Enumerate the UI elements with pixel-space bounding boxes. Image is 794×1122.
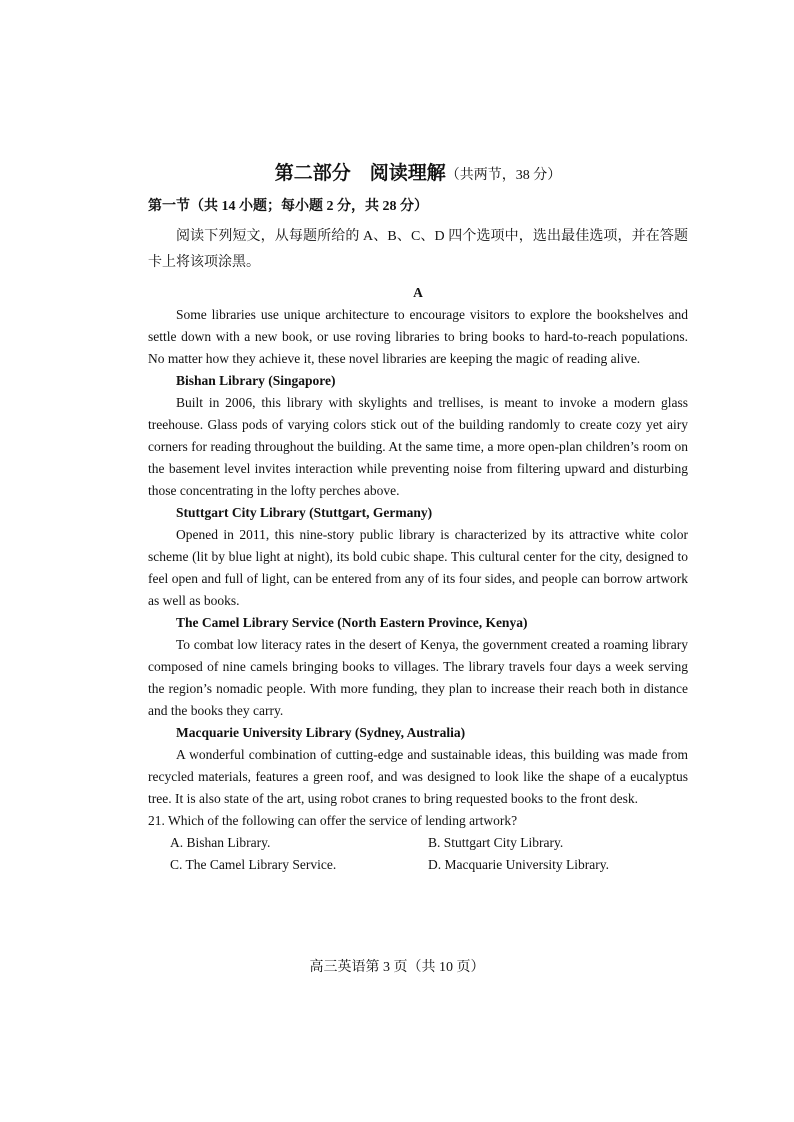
option-b: B. Stuttgart City Library.: [428, 835, 564, 850]
passage-label: A: [413, 285, 423, 300]
section-heading-camel: The Camel Library Service (North Eastern Province, Kenya): [176, 615, 528, 630]
option-a: A. Bishan Library.: [170, 835, 271, 850]
section-text-macquarie: A wonderful combination of cutting-edge and sustainable ideas, this building was made from recycled materials, features a green roof, and was designed to look like the shape of a eucalyptus tree. It is also state of the art, using robot cranes to bring requested books to the front desk.: [148, 747, 688, 806]
page-content: [148, 160, 688, 876]
section-text-bishan: Built in 2006, this library with skylights and trellises, is meant to invoke a modern glass treehouse. Glass pods of varying colors stick out of the building randomly to create cozy yet airy corners for reading throughout the building. At the same time, a more open-plan children’s room on the basement level invites interaction while preventing noise from filtering upward and disturbing those concentrating in the lofty perches above.: [148, 395, 688, 498]
part-title-points: （共两节，38 分）: [445, 168, 562, 183]
answer-options: [148, 832, 688, 876]
section-text-stuttgart: Opened in 2011, this nine-story public library is characterized by its attractive white color scheme (lit by blue light at night), its bold cubic shape. This cultural center for the city, designed to feel open and full of light, can be entered from any of its four sides, and people can borrow artwork as well as books.: [148, 527, 688, 608]
section-heading-bishan: Bishan Library (Singapore): [176, 373, 336, 388]
option-c: C. The Camel Library Service.: [170, 857, 337, 872]
section-heading-stuttgart: Stuttgart City Library (Stuttgart, Germany): [176, 505, 433, 520]
section-text-camel: To combat low literacy rates in the desert of Kenya, the government created a roaming library composed of nine camels bringing books to villages. The library travels four days a week serving the region’s nomadic people. With more funding, they plan to increase their reach both in distance and the books they carry.: [148, 637, 688, 718]
section-title: 第一节（共 14 小题；每小题 2 分，共 28 分）: [148, 199, 428, 214]
instructions: 阅读下列短文，从每题所给的 A、B、C、D 四个选项中，选出最佳选项，并在答题卡上将该项涂黑。: [148, 229, 688, 270]
section-heading-macquarie: Macquarie University Library (Sydney, Australia): [176, 725, 466, 740]
question-stem: 21. Which of the following can offer the service of lending artwork?: [148, 813, 518, 828]
passage-intro: Some libraries use unique architecture to encourage visitors to explore the bookshelves and settle down with a new book, or use roving libraries to bring books to hard-to-reach populations. No matter how they achieve it, these novel libraries are keeping the magic of reading alive.: [148, 307, 688, 366]
page-footer: 高三英语第 3 页（共 10 页）: [309, 960, 485, 975]
part-title: [148, 160, 688, 190]
part-title-main: 第二部分 阅读理解: [274, 163, 446, 184]
option-d: D. Macquarie University Library.: [428, 857, 609, 872]
